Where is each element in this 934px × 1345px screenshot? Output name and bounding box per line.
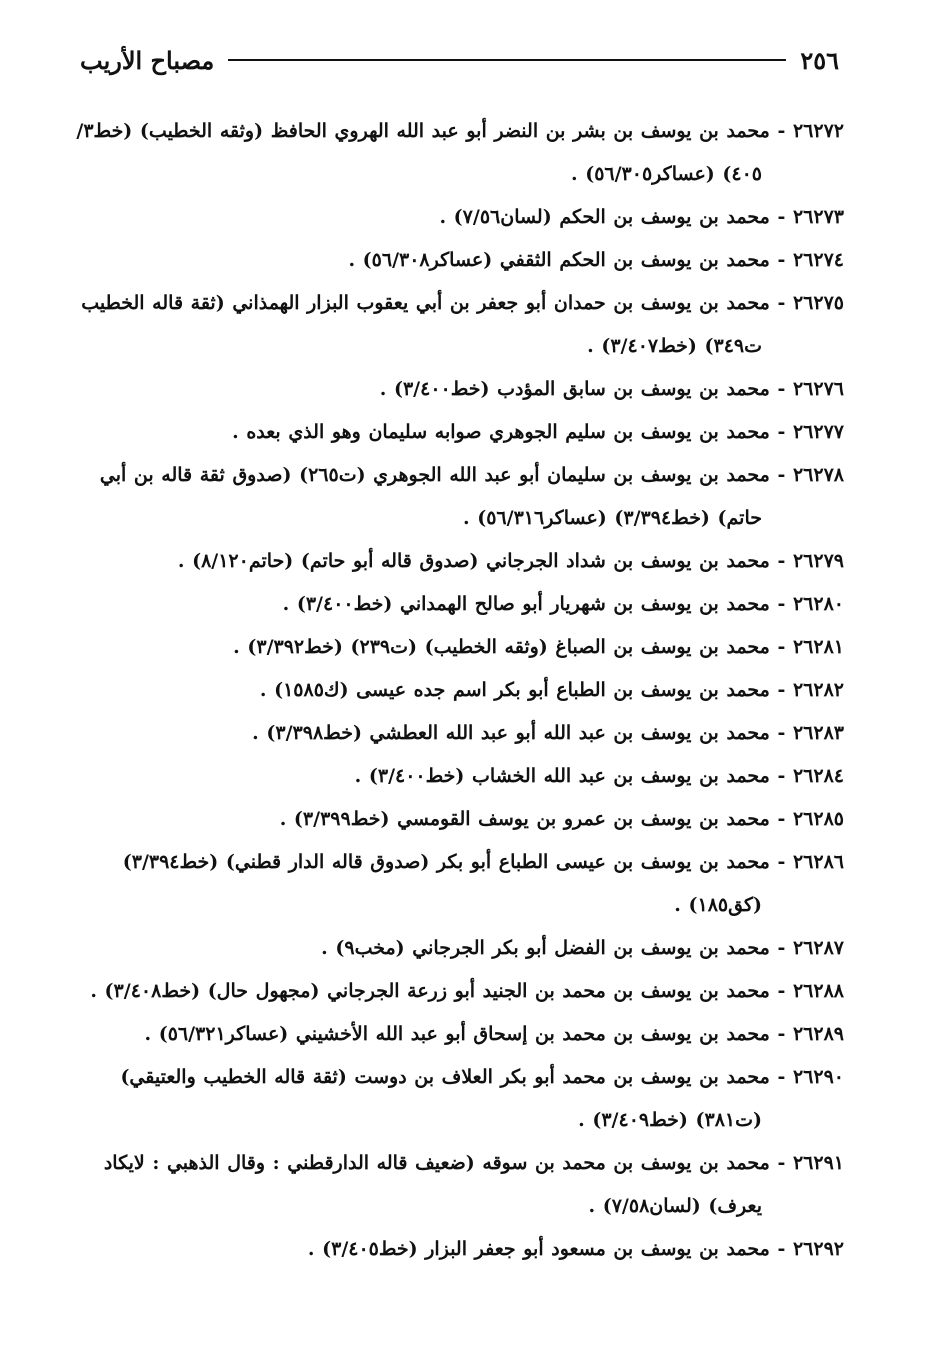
entry-26287: ٢٦٢٨٧ - محمد بن يوسف بن الفضل أبو بكر الجرجاني (مخب٩) . (321, 937, 844, 959)
entry-26273: ٢٦٢٧٣ - محمد بن يوسف بن الحكم (لسان٧/٥٦) . (439, 206, 844, 228)
entry-26279: ٢٦٢٧٩ - محمد بن يوسف بن شداد الجرجاني (صدوق قاله أبو حاتم) (حاتم٨/١٢٠) . (177, 550, 844, 572)
entry-26281: ٢٦٢٨١ - محمد بن يوسف بن الصباغ (وثقه الخطيب) (ت٢٣٩) (خط٣/٣٩٢) . (233, 636, 844, 658)
entry-26288: ٢٦٢٨٨ - محمد بن يوسف بن محمد بن الجنيد أبو زرعة الجرجاني (مجهول حال) (خط٣/٤٠٨) . (90, 980, 844, 1002)
entry-26274: ٢٦٢٧٤ - محمد بن يوسف بن الحكم الثقفي (عساكر٥٦/٣٠٨) . (348, 249, 844, 271)
header-rule (228, 59, 786, 61)
entry-26286: ٢٦٢٨٦ - محمد بن يوسف بن عيسى الطباع أبو بكر (صدوق قاله الدار قطني) (خط٣/٣٩٤) (كق١٨٥) . (122, 851, 844, 916)
entry-26284: ٢٦٢٨٤ - محمد بن يوسف بن عبد الله الخشاب (خط٣/٤٠٠) . (354, 765, 844, 787)
entry-26272: ٢٦٢٧٢ - محمد بن يوسف بن بشر بن النضر أبو عبد الله الهروي الحافظ (وثقه الخطيب) (خط٣/ ٤٠٥) (عساكر٥٦/٣٠٥) . (76, 120, 844, 185)
entry-26276: ٢٦٢٧٦ - محمد بن يوسف بن سابق المؤدب (خط٣/٤٠٠) . (379, 378, 844, 400)
entry-26291: ٢٦٢٩١ - محمد بن يوسف بن محمد بن سوقه (ضعيف قاله الدارقطني : وقال الذهبي : لايكاد يعرف) (لسان٧/٥٨) . (103, 1152, 844, 1217)
entry-26275: ٢٦٢٧٥ - محمد بن يوسف بن حمدان أبو جعفر بن أبي يعقوب البزار الهمذاني (ثقة قاله الخطيب ت٣٤٩) (خط٣/٤٠٧) . (81, 292, 844, 357)
entry-list (74, 110, 844, 1271)
entry-26278: ٢٦٢٧٨ - محمد بن يوسف بن سليمان أبو عبد الله الجوهري (ت٢٦٥) (صدوق ثقة قاله بن أبي حاتم) (خط٣/٣٩٤) (عساكر٥٦/٣١٦) . (99, 464, 844, 529)
entry-26292: ٢٦٢٩٢ - محمد بن يوسف بن مسعود أبو جعفر البزار (خط٣/٤٠٥) . (307, 1238, 844, 1260)
entry-26277: ٢٦٢٧٧ - محمد بن يوسف بن سليم الجوهري صوابه سليمان وهو الذي بعده . (232, 421, 844, 443)
entry-26283: ٢٦٢٨٣ - محمد بن يوسف بن عبد الله أبو عبد الله العطشي (خط٣/٣٩٨) . (252, 722, 844, 744)
entry-26282: ٢٦٢٨٢ - محمد بن يوسف بن الطباع أبو بكر اسم جده عيسى (ك١٥٨٥) . (259, 679, 844, 701)
page-header (80, 40, 839, 80)
entry-26285: ٢٦٢٨٥ - محمد بن يوسف بن عمرو بن يوسف القومسي (خط٣/٣٩٩) . (279, 808, 844, 830)
entry-26290: ٢٦٢٩٠ - محمد بن يوسف بن محمد أبو بكر العلاف بن دوست (ثقة قاله الخطيب والعتيقي) (ت٣٨١) (خط٣/٤٠٩) . (120, 1066, 844, 1131)
entry-26289: ٢٦٢٨٩ - محمد بن يوسف بن محمد بن إسحاق أبو عبد الله الأخشيني (عساكر٥٦/٣٢١) . (144, 1023, 844, 1045)
entry-26280: ٢٦٢٨٠ - محمد بن يوسف بن شهريار أبو صالح الهمداني (خط٣/٤٠٠) . (282, 593, 844, 615)
page-number: ٢٥٦ (800, 45, 839, 75)
book-title: مصباح الأريب (80, 45, 215, 75)
